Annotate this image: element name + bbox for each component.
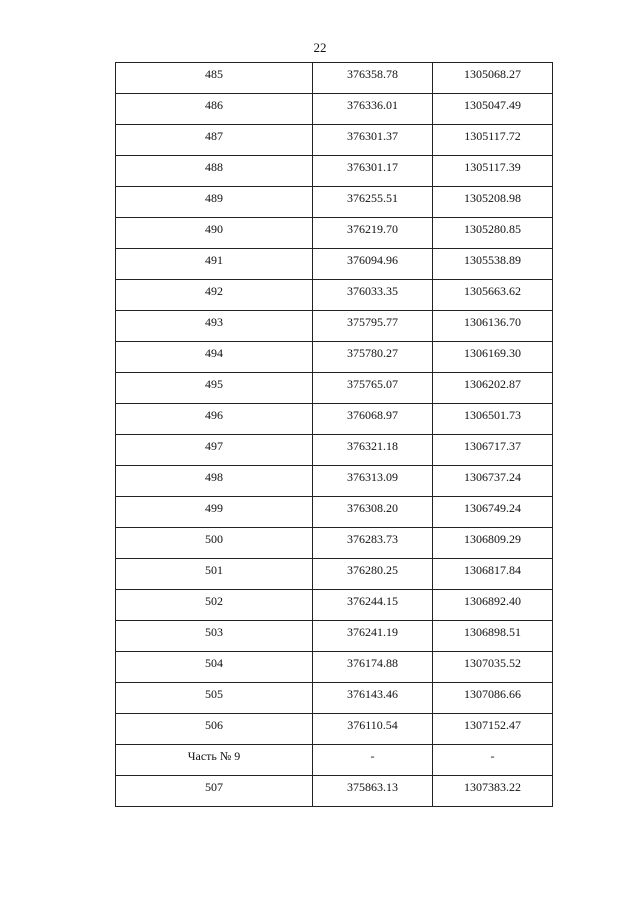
point-cell xyxy=(116,218,313,249)
x-coordinate-cell xyxy=(313,342,433,373)
y-coordinate-cell-text: - xyxy=(490,749,495,763)
point-cell xyxy=(116,776,313,807)
point-cell xyxy=(116,280,313,311)
y-coordinate-cell xyxy=(433,218,553,249)
point-cell-text: 495 xyxy=(205,377,223,391)
y-coordinate-cell-text: 1306717.37 xyxy=(464,439,521,453)
table-row xyxy=(116,621,553,652)
table-row xyxy=(116,683,553,714)
x-coordinate-cell-text: 376033.35 xyxy=(347,284,398,298)
x-coordinate-cell xyxy=(313,63,433,94)
x-coordinate-cell xyxy=(313,776,433,807)
y-coordinate-cell xyxy=(433,466,553,497)
x-coordinate-cell-text: 376068.97 xyxy=(347,408,398,422)
y-coordinate-cell xyxy=(433,590,553,621)
y-coordinate-cell-text: 1305117.39 xyxy=(464,160,521,174)
y-coordinate-cell xyxy=(433,311,553,342)
x-coordinate-cell-text: 376174.88 xyxy=(347,656,398,670)
table-row xyxy=(116,63,553,94)
x-coordinate-cell xyxy=(313,652,433,683)
point-cell-text: 499 xyxy=(205,501,223,515)
y-coordinate-cell xyxy=(433,714,553,745)
y-coordinate-cell-text: 1306501.73 xyxy=(464,408,521,422)
x-coordinate-cell xyxy=(313,621,433,652)
point-cell-text: 503 xyxy=(205,625,223,639)
page-number: 22 xyxy=(313,40,327,55)
x-coordinate-cell xyxy=(313,373,433,404)
point-cell-text: 504 xyxy=(205,656,223,670)
y-coordinate-cell xyxy=(433,125,553,156)
x-coordinate-cell xyxy=(313,249,433,280)
point-cell-text: 500 xyxy=(205,532,223,546)
point-cell xyxy=(116,559,313,590)
point-cell-text: Часть № 9 xyxy=(187,749,241,763)
point-cell-text: 493 xyxy=(205,315,223,329)
y-coordinate-cell-text: 1307152.47 xyxy=(464,718,521,732)
x-coordinate-cell xyxy=(313,435,433,466)
x-coordinate-cell xyxy=(313,497,433,528)
table-row xyxy=(116,94,553,125)
table-row xyxy=(116,652,553,683)
y-coordinate-cell xyxy=(433,435,553,466)
x-coordinate-cell-text: 375780.27 xyxy=(347,346,398,360)
x-coordinate-cell xyxy=(313,590,433,621)
y-coordinate-cell-text: 1307035.52 xyxy=(464,656,521,670)
x-coordinate-cell-text: 376358.78 xyxy=(347,67,398,81)
point-cell xyxy=(116,94,313,125)
y-coordinate-cell-text: 1305280.85 xyxy=(464,222,521,236)
table-row xyxy=(116,404,553,435)
point-cell xyxy=(116,435,313,466)
table-row xyxy=(116,559,553,590)
y-coordinate-cell-text: 1306898.51 xyxy=(464,625,521,639)
y-coordinate-cell-text: 1306737.24 xyxy=(464,470,521,484)
point-cell-text: 486 xyxy=(205,98,223,112)
x-coordinate-cell-text: 376255.51 xyxy=(347,191,398,205)
x-coordinate-cell-text: 376094.96 xyxy=(347,253,398,267)
y-coordinate-cell-text: 1306202.87 xyxy=(464,377,521,391)
point-cell xyxy=(116,404,313,435)
y-coordinate-cell xyxy=(433,249,553,280)
point-cell xyxy=(116,590,313,621)
point-cell xyxy=(116,342,313,373)
table-row xyxy=(116,249,553,280)
y-coordinate-cell xyxy=(433,776,553,807)
point-cell xyxy=(116,466,313,497)
table-row xyxy=(116,590,553,621)
y-coordinate-cell-text: 1306136.70 xyxy=(464,315,521,329)
point-cell xyxy=(116,528,313,559)
y-coordinate-cell-text: 1305117.72 xyxy=(464,129,521,143)
y-coordinate-cell xyxy=(433,497,553,528)
table-row xyxy=(116,125,553,156)
x-coordinate-cell xyxy=(313,683,433,714)
x-coordinate-cell-text: - xyxy=(370,749,375,763)
y-coordinate-cell xyxy=(433,94,553,125)
table-row xyxy=(116,435,553,466)
x-coordinate-cell xyxy=(313,280,433,311)
y-coordinate-cell-text: 1305663.62 xyxy=(464,284,521,298)
point-cell-text: 506 xyxy=(205,718,223,732)
x-coordinate-cell-text: 376241.19 xyxy=(347,625,398,639)
x-coordinate-cell-text: 376219.70 xyxy=(347,222,398,236)
point-cell xyxy=(116,311,313,342)
x-coordinate-cell-text: 375863.13 xyxy=(347,780,398,794)
y-coordinate-cell xyxy=(433,621,553,652)
y-coordinate-cell-text: 1307383.22 xyxy=(464,780,521,794)
point-cell-text: 488 xyxy=(205,160,223,174)
x-coordinate-cell-text: 376301.17 xyxy=(347,160,398,174)
point-cell-text: 494 xyxy=(205,346,223,360)
x-coordinate-cell-text: 376308.20 xyxy=(347,501,398,515)
point-cell-text: 491 xyxy=(205,253,223,267)
table-row xyxy=(116,497,553,528)
x-coordinate-cell-text: 376280.25 xyxy=(347,563,398,577)
y-coordinate-cell-text: 1306809.29 xyxy=(464,532,521,546)
y-coordinate-cell-text: 1307086.66 xyxy=(464,687,521,701)
table-row xyxy=(116,342,553,373)
table-row xyxy=(116,528,553,559)
x-coordinate-cell-text: 376283.73 xyxy=(347,532,398,546)
point-cell-text: 485 xyxy=(205,67,223,81)
y-coordinate-cell-text: 1305068.27 xyxy=(464,67,521,81)
y-coordinate-cell xyxy=(433,404,553,435)
x-coordinate-cell xyxy=(313,218,433,249)
table-row xyxy=(116,373,553,404)
y-coordinate-cell-text: 1305538.89 xyxy=(464,253,521,267)
table-row xyxy=(116,218,553,249)
y-coordinate-cell xyxy=(433,745,553,776)
point-cell-text: 498 xyxy=(205,470,223,484)
x-coordinate-cell xyxy=(313,745,433,776)
y-coordinate-cell-text: 1306169.30 xyxy=(464,346,521,360)
x-coordinate-cell xyxy=(313,156,433,187)
y-coordinate-cell xyxy=(433,63,553,94)
y-coordinate-cell xyxy=(433,528,553,559)
table-row xyxy=(116,311,553,342)
y-coordinate-cell xyxy=(433,559,553,590)
y-coordinate-cell xyxy=(433,187,553,218)
table-row xyxy=(116,776,553,807)
x-coordinate-cell-text: 375765.07 xyxy=(347,377,398,391)
table-row xyxy=(116,156,553,187)
y-coordinate-cell xyxy=(433,156,553,187)
x-coordinate-cell xyxy=(313,125,433,156)
table-row xyxy=(116,280,553,311)
point-cell xyxy=(116,125,313,156)
point-cell xyxy=(116,373,313,404)
point-cell-text: 507 xyxy=(205,780,223,794)
x-coordinate-cell xyxy=(313,94,433,125)
y-coordinate-cell xyxy=(433,373,553,404)
y-coordinate-cell xyxy=(433,342,553,373)
point-cell-text: 492 xyxy=(205,284,223,298)
point-cell xyxy=(116,156,313,187)
y-coordinate-cell-text: 1305208.98 xyxy=(464,191,521,205)
y-coordinate-cell xyxy=(433,280,553,311)
y-coordinate-cell xyxy=(433,652,553,683)
x-coordinate-cell-text: 376313.09 xyxy=(347,470,398,484)
point-cell xyxy=(116,652,313,683)
x-coordinate-cell-text: 376110.54 xyxy=(347,718,398,732)
point-cell-text: 497 xyxy=(205,439,223,453)
y-coordinate-cell xyxy=(433,683,553,714)
x-coordinate-cell-text: 376244.15 xyxy=(347,594,398,608)
y-coordinate-cell-text: 1306817.84 xyxy=(464,563,521,577)
x-coordinate-cell-text: 376143.46 xyxy=(347,687,398,701)
x-coordinate-cell xyxy=(313,714,433,745)
x-coordinate-cell xyxy=(313,404,433,435)
table-row xyxy=(116,466,553,497)
x-coordinate-cell-text: 375795.77 xyxy=(347,315,398,329)
x-coordinate-cell xyxy=(313,559,433,590)
point-cell-text: 496 xyxy=(205,408,223,422)
x-coordinate-cell-text: 376301.37 xyxy=(347,129,398,143)
y-coordinate-cell-text: 1306892.40 xyxy=(464,594,521,608)
y-coordinate-cell-text: 1306749.24 xyxy=(464,501,521,515)
x-coordinate-cell-text: 376321.18 xyxy=(347,439,398,453)
point-cell-text: 487 xyxy=(205,129,223,143)
coordinates-table xyxy=(115,62,553,807)
point-cell xyxy=(116,187,313,218)
x-coordinate-cell xyxy=(313,528,433,559)
point-cell xyxy=(116,63,313,94)
point-cell xyxy=(116,745,313,776)
x-coordinate-cell xyxy=(313,187,433,218)
x-coordinate-cell xyxy=(313,466,433,497)
point-cell-text: 501 xyxy=(205,563,223,577)
point-cell xyxy=(116,683,313,714)
point-cell xyxy=(116,621,313,652)
y-coordinate-cell-text: 1305047.49 xyxy=(464,98,521,112)
table-row xyxy=(116,187,553,218)
point-cell-text: 502 xyxy=(205,594,223,608)
point-cell xyxy=(116,714,313,745)
x-coordinate-cell xyxy=(313,311,433,342)
point-cell-text: 489 xyxy=(205,191,223,205)
x-coordinate-cell-text: 376336.01 xyxy=(347,98,398,112)
point-cell xyxy=(116,249,313,280)
point-cell xyxy=(116,497,313,528)
coordinates-table-body xyxy=(116,63,553,807)
table-row xyxy=(116,714,553,745)
point-cell-text: 490 xyxy=(205,222,223,236)
table-row xyxy=(116,745,553,776)
point-cell-text: 505 xyxy=(205,687,223,701)
